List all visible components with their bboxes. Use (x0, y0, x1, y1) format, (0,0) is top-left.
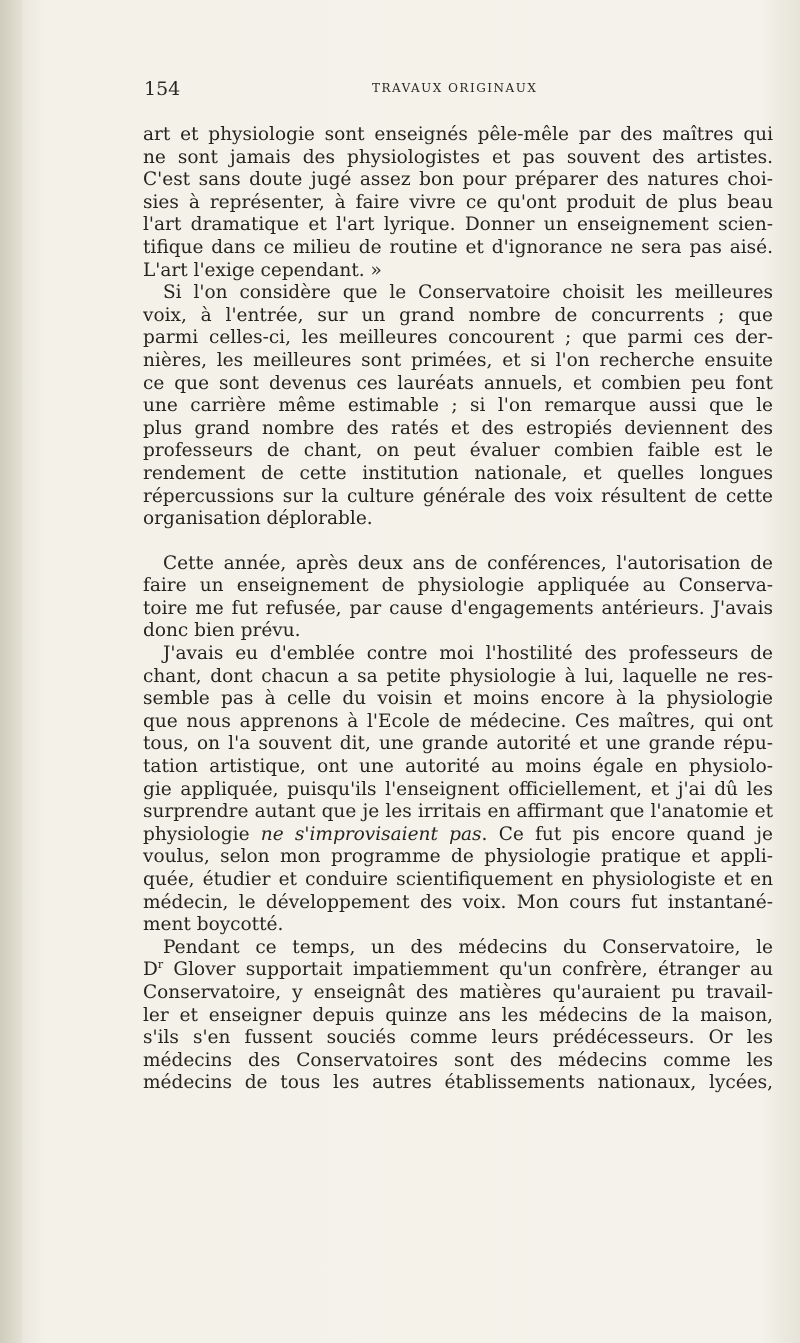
text-line: surprendre autant que je les irritais en affirmant que l'anatomie et (143, 801, 773, 823)
text-line: ler et enseigner depuis quinze ans les médecins de la maison, (143, 1004, 773, 1026)
text-line: ment boycotté. (143, 914, 284, 936)
text-line: Conservatoire, y enseignât des matières qu'auraient pu travail- (143, 981, 773, 1003)
text-line: art et physiologie sont enseignés pêle-mêle par des maîtres qui (143, 124, 773, 145)
text-line: Si l'on considère que le Conservatoire choisit les meilleures (163, 282, 773, 304)
paragraph-1 (143, 124, 773, 282)
text-line: donc bien prévu. (143, 620, 301, 642)
text-line: professeurs de chant, on peut évaluer combien faible est le (143, 440, 773, 462)
text-line: chant, dont chacun a sa petite physiologie à lui, laquelle ne res- (143, 665, 773, 687)
text-line: J'avais eu d'emblée contre moi l'hostilité des professeurs de (163, 643, 773, 665)
text-line: sies à représenter, à faire vivre ce qu'ont produit de plus beau (143, 191, 773, 213)
paragraph-4 (143, 643, 773, 937)
text-line: faire un enseignement de physiologie appliquée au Conserva- (143, 575, 773, 597)
text-line: organisation déplorable. (143, 508, 373, 530)
text-line: nières, les meilleures sont primées, et si l'on recherche ensuite (143, 349, 773, 371)
text-line: voulus, selon mon programme de physiologie pratique et appli- (143, 846, 773, 868)
text-line: parmi celles-ci, les meilleures concourent ; que parmi ces der- (143, 327, 773, 349)
running-title: TRAVAUX ORIGINAUX (372, 81, 538, 95)
text-line: rendement de cette institution nationale, et quelles longues (143, 462, 773, 484)
italic-phrase: ne s'improvisaient pas (260, 823, 482, 845)
text-line: toire me fut refusée, par cause d'engagements antérieurs. J'avais (143, 597, 773, 619)
text-line-with-italic (143, 824, 773, 847)
text-line: tation artistique, ont une autorité au moins égale en physiolo- (143, 756, 773, 778)
text-line: Pendant ce temps, un des médecins du Conservatoire, le (163, 936, 773, 958)
text-line: l'art dramatique et l'art lyrique. Donner un enseignement scien- (143, 214, 773, 236)
text-line: gie appliquée, puisqu'ils l'enseignent officiellement, et j'ai dû les (143, 778, 773, 800)
text-line: ne sont jamais des physiologistes et pas souvent des artistes. (143, 146, 773, 168)
paragraph-5 (143, 937, 773, 1095)
paragraph-2 (143, 282, 773, 531)
text-line: médecins de tous les autres établissements nationaux, lycées, (143, 1072, 773, 1094)
text-line: L'art l'exige cependant. » (143, 259, 382, 281)
text-line: médecin, le développement des voix. Mon cours fut instantané- (143, 891, 773, 913)
text-line: ce que sont devenus ces lauréats annuels, et combien peu font (143, 372, 773, 394)
text-line: tous, on l'a souvent dit, une grande autorité et une grande répu- (143, 733, 773, 755)
text-line: que nous apprenons à l'Ecole de médecine. Ces maîtres, qui ont (143, 710, 773, 732)
text-line: s'ils s'en fussent souciés comme leurs prédécesseurs. Or les (143, 1027, 773, 1049)
text-line: voix, à l'entrée, sur un grand nombre de concurrents ; que (143, 304, 773, 326)
paragraph-gap (143, 531, 773, 553)
page-number: 154 (144, 78, 181, 100)
text-fragment: physiologie (143, 823, 261, 845)
text-line: plus grand nombre des ratés et des estropiés deviennent des (143, 417, 773, 439)
text-line: médecins des Conservatoires sont des médecins comme les (143, 1049, 773, 1071)
text-line: tifique dans ce milieu de routine et d'ignorance ne sera pas aisé. (143, 236, 773, 258)
text-line: Cette année, après deux ans de conférences, l'autorisation de (163, 552, 773, 574)
page-gutter (0, 0, 22, 1343)
body-text (143, 124, 773, 1095)
text-line: une carrière même estimable ; si l'on remarque aussi que le (143, 395, 773, 417)
text-line: répercussions sur la culture générale des voix résultent de cette (143, 485, 773, 507)
text-fragment: Glover supportait impatiemment qu'un confrère, étranger au (163, 959, 773, 981)
text-fragment: . Ce fut pis encore quand je (481, 823, 773, 845)
text-line: semble pas à celle du voisin et moins encore à la physiologie (143, 688, 773, 710)
doctor-title: D (143, 959, 158, 981)
page-header (144, 78, 760, 102)
text-line: C'est sans doute jugé assez bon pour préparer des natures choi- (143, 169, 773, 191)
doctor-title-superscript: r (157, 958, 164, 972)
paragraph-3 (143, 553, 773, 643)
text-line: quée, étudier et conduire scientifiquement en physiologiste et en (143, 869, 773, 890)
text-line-with-title (143, 959, 773, 982)
